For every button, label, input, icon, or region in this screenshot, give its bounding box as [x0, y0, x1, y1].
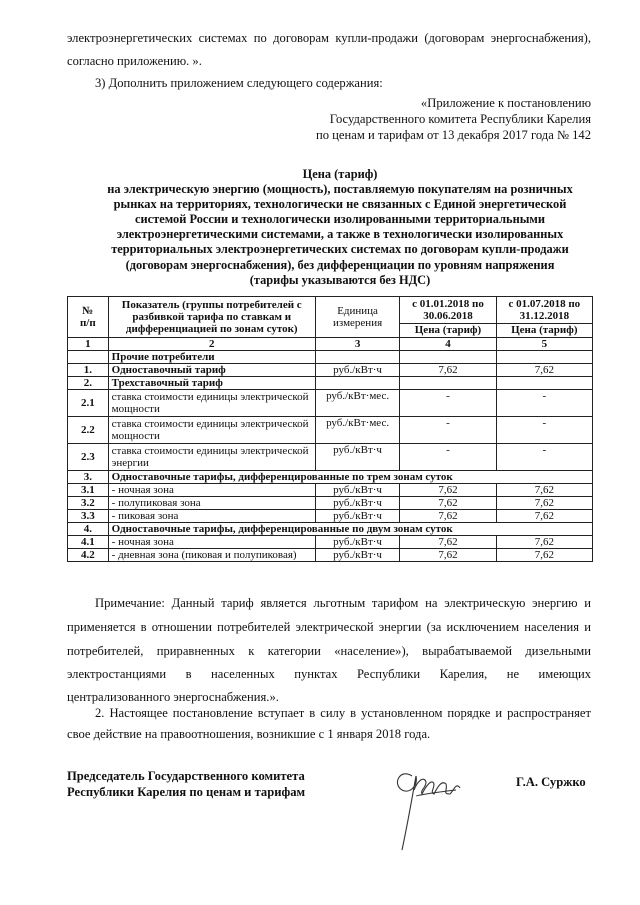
- table-row: 3.1 - ночная зона руб./кВт·ч 7,62 7,62: [68, 484, 593, 497]
- table-row: 3.2 - полупиковая зона руб./кВт·ч 7,62 7,62: [68, 497, 593, 510]
- intro-item-3: 3) Дополнить приложением следующего содержания:: [95, 76, 383, 90]
- title-line-6: территориальных электроэнергетических системах по договорам купли-продажи: [111, 242, 569, 257]
- table-row: 4.2 - дневная зона (пиковая и полупиковая) руб./кВт·ч 7,62 7,62: [68, 549, 593, 562]
- header-unit: Единица измерения: [315, 297, 400, 338]
- table-row: 2.2 ставка стоимости единицы электрической мощности руб./кВт·мес. - -: [68, 417, 593, 444]
- header-period-2: с 01.07.2018 по 31.12.2018: [496, 297, 592, 324]
- signatory-position-line-1: Председатель Государственного комитета: [67, 769, 305, 783]
- table-row: 1. Одноставочный тариф руб./кВт·ч 7,62 7,62: [68, 364, 593, 377]
- header-price-2: Цена (тариф): [496, 323, 592, 337]
- section-row: [68, 351, 593, 364]
- table-row: 4.1 - ночная зона руб./кВт·ч 7,62 7,62: [68, 536, 593, 549]
- intro-line-1: электроэнергетических системах по договорам купли-продажи (договорам энергоснабжения),: [67, 31, 591, 45]
- table-header-row: [68, 297, 593, 324]
- clause2-line-2: свое действие на правоотношения, возникшие с 1 января 2018 года.: [67, 727, 431, 741]
- table-group-row: 4. Одноставочные тарифы, дифференцированные по двум зонам суток: [68, 523, 593, 536]
- title-line-2: на электрическую энергию (мощность), поставляемую покупателям на розничных: [107, 182, 573, 197]
- table-group-row: 3. Одноставочные тарифы, дифференцированные по трем зонам суток: [68, 471, 593, 484]
- table-row: 2. Трехставочный тариф: [68, 377, 593, 390]
- appendix-line-2: Государственного комитета Республики Карелия: [329, 112, 591, 126]
- section-other-consumers: Прочие потребители: [108, 351, 315, 364]
- title-line-7: (договорам энергоснабжения), без дифференциации по уровням напряжения: [125, 257, 555, 272]
- appendix-reference: [290, 95, 591, 143]
- header-price-1: Цена (тариф): [400, 323, 496, 337]
- intro-line-2: согласно приложению. ».: [67, 54, 202, 68]
- clause2-line-1: 2. Настоящее постановление вступает в силу в установленном порядке и распространяет: [95, 706, 591, 720]
- title-line-5: электроэнергетическими системами, а также в технологически изолированных: [116, 227, 564, 242]
- signatory-position-line-2: Республики Карелия по ценам и тарифам: [67, 785, 306, 799]
- header-period-1: с 01.01.2018 по 30.06.2018: [400, 297, 496, 324]
- note-line-2: применяется в отношении потребителей электрической энергии (за исключением населения и: [67, 620, 591, 634]
- note-line-1: Примечание: Данный тариф является льготным тарифом на электрическую энергию и: [95, 596, 591, 610]
- note-line-5: централизованного энергоснабжения.».: [67, 690, 279, 704]
- index-cell: 1: [68, 338, 109, 351]
- index-cell: 4: [400, 338, 496, 351]
- appendix-line-1: «Приложение к постановлению: [420, 96, 591, 110]
- table-row: 2.1 ставка стоимости единицы электрической мощности руб./кВт·мес. - -: [68, 390, 593, 417]
- handwritten-signature: [390, 746, 470, 856]
- title-line-4: системой России и технологически изолированными территориальными: [135, 212, 545, 227]
- signatory-position: [67, 768, 305, 800]
- index-cell: 2: [108, 338, 315, 351]
- table-row: 2.3 ставка стоимости единицы электрической энергии руб./кВт·ч - -: [68, 444, 593, 471]
- title-line-8: (тарифы указываются без НДС): [249, 272, 431, 287]
- signatory-name: Г.А. Суржко: [516, 775, 586, 789]
- title-line-3: рынках на территориях, технологически не связанных с Единой энергетической: [113, 197, 567, 212]
- title-line-1: Цена (тариф): [302, 167, 378, 181]
- header-indicator: Показатель (группы потребителей с разбивкой тарифа по ставкам и дифференциацией по зонам суток): [108, 297, 315, 338]
- table-index-row: [68, 338, 593, 351]
- table-row: 3.3 - пиковая зона руб./кВт·ч 7,62 7,62: [68, 510, 593, 523]
- appendix-line-3: по ценам и тарифам от 13 декабря 2017 года № 142: [315, 128, 591, 142]
- tariff-title: [80, 167, 600, 288]
- note-line-3: потребителей, приравненных к категории «население»), вырабатываемой дизельными: [67, 644, 591, 658]
- note-line-4: электростанциями в населенных пунктах Республики Карелия, не имеющих: [67, 667, 591, 681]
- index-cell: 5: [496, 338, 592, 351]
- header-num: № п/п: [68, 297, 109, 338]
- tariff-table: [67, 296, 593, 562]
- index-cell: 3: [315, 338, 400, 351]
